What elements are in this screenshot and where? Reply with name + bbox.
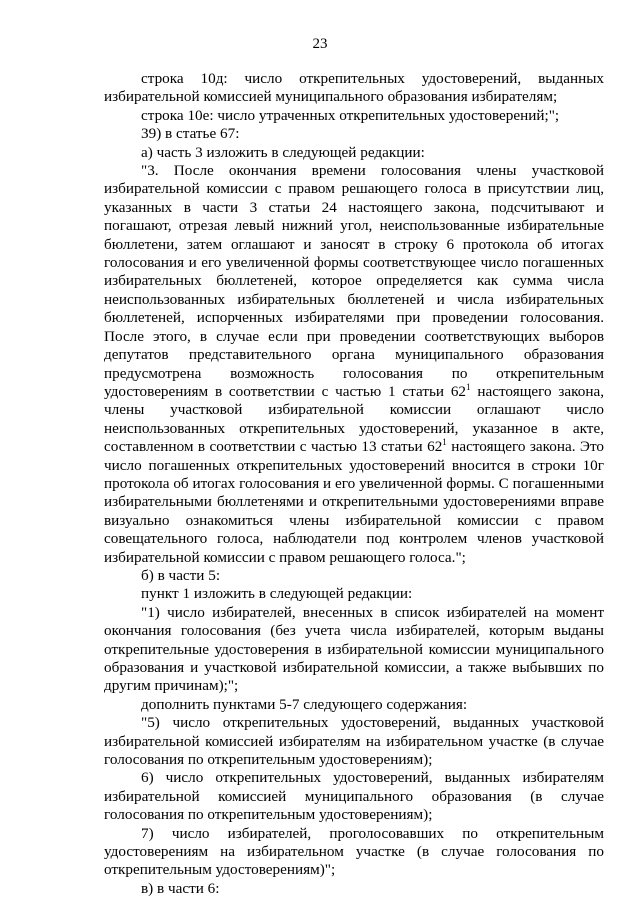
superscript-1: 1 — [442, 437, 447, 448]
superscript-1: 1 — [466, 381, 471, 392]
paragraph-item-39: 39) в статье 67: — [141, 125, 240, 143]
page-number: 23 — [312, 36, 328, 52]
paragraph-point-6: 6) число открепительных удостоверений, выданных избирателям избирательной комиссией муниципального образования (в случае голосования по открепительным удостоверениям); — [104, 769, 604, 824]
paragraph-part-3-text: "3. После окончания времени голосования члены участковой избирательной комиссии с правом решающего голоса в присутствии лиц, указанных в части 3 статьи 24 настоящего закона, подсчитывают и погашают, отрезая левый нижний угол, неиспользованные избирательные бюллетени, затем оглашают и заносят в строку 6 протокола об итогах голосования и его увеличенной формы соответствующее число погашенных избирательных бюллетеней, которое определяется как сумма числа неиспользованных избирательных бюллетеней и числа избирательных бюллетеней, испорченных избирателями при проведении голосования. После этого, в случае если при проведении соответствующих выборов депутатов представительного органа муниципального образования предусмотрена возможность голосования по открепительным удостоверениям в соответствии с частью 1 статьи $62^1$ настоящего закона, члены участковой избирательной комиссии оглашают число неиспользованных открепительных удостоверений, указанное в акте, составленном в соответствии с частью 13 статьи $62^1$ настоящего закона. Это число погашенных открепительных удостоверений вносится в строки 10г протокола об итогах голосования и его увеличенной формы. С погашенными избирательными бюллетенями и открепительными удостоверениями вправе визуально ознакомиться члены избирательной комиссии с правом совещательного голоса, наблюдатели под контролем членов участковой избирательной комиссии с правом решающего голоса."; — [104, 162, 604, 566]
paragraph-point-5: "5) число открепительных удостоверений, выданных участковой избирательной комиссией избирателям на избирательном участке (в случае голосования по открепительным удостоверениям); — [104, 714, 604, 769]
paragraph-point-1-intro: пункт 1 изложить в следующей редакции: — [141, 585, 413, 603]
paragraph-subitem-b: б) в части 5: — [141, 566, 221, 584]
paragraph-subitem-v: в) в части 6: — [141, 879, 220, 897]
paragraph-row-10e: строка 10е: число утраченных открепительных удостоверений;"; — [141, 106, 560, 124]
paragraph-row-10d: строка 10д: число открепительных удостоверений, выданных избирательной комиссией муниципального образования избирателям; — [104, 70, 604, 106]
paragraph-add-points-intro: дополнить пунктами 5-7 следующего содержания: — [141, 695, 468, 713]
document-body — [104, 70, 604, 898]
paragraph-subitem-a: а) часть 3 изложить в следующей редакции: — [141, 143, 425, 161]
paragraph-point-7: 7) число избирателей, проголосовавших по открепительным удостоверениям на избирательном участке (в случае голосования по открепительным удостоверениям)"; — [104, 824, 604, 879]
paragraph-point-1-text: "1) число избирателей, внесенных в список избирателей на момент окончания голосования (без учета числа избирателей, которым выданы открепительные удостоверения в избирательной комиссии муниципального образования и участковой избирательной комиссии, а также выбывших по другим причинам);"; — [104, 603, 604, 695]
